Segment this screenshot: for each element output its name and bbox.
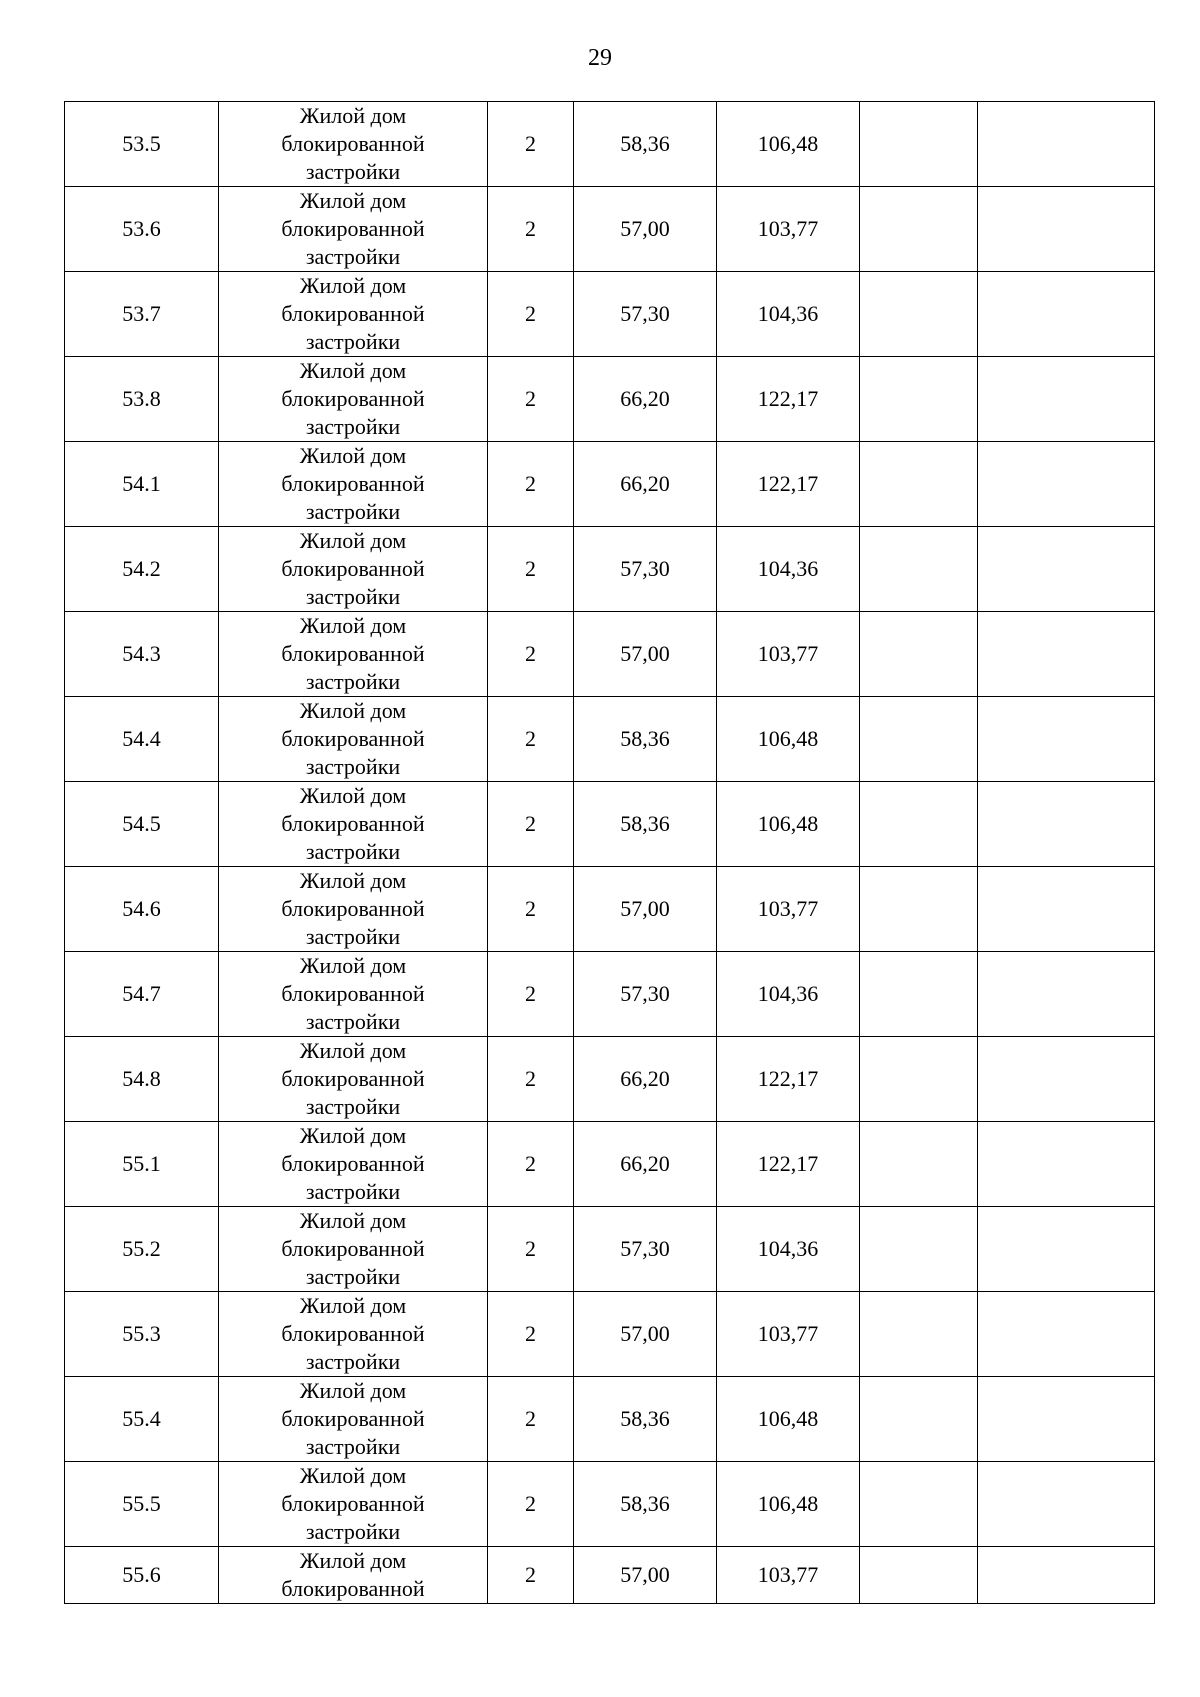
cell-floors: 2 [488,272,574,357]
cell-area-1: 58,36 [574,782,717,867]
cell-area-2: 122,17 [717,442,860,527]
table-row [65,1122,1155,1207]
cell-empty-6 [860,1377,978,1462]
cell-empty-6 [860,1122,978,1207]
cell-floors: 2 [488,187,574,272]
cell-floors: 2 [488,527,574,612]
cell-building-name [219,1377,488,1462]
cell-area-2: 103,77 [717,1547,860,1604]
building-name-text: Жилой дом блокированной застройки [281,358,425,439]
cell-floors: 2 [488,1547,574,1604]
building-name-text: Жилой дом блокированной застройки [281,1378,425,1459]
cell-number: 55.1 [65,1122,219,1207]
cell-number: 55.4 [65,1377,219,1462]
cell-floors: 2 [488,357,574,442]
cell-empty-7 [978,1037,1155,1122]
cell-area-2: 103,77 [717,867,860,952]
building-name-text: Жилой дом блокированной застройки [281,1293,425,1374]
table-row [65,102,1155,187]
cell-empty-6 [860,1462,978,1547]
cell-building-name [219,102,488,187]
cell-building-name [219,612,488,697]
building-name-text: Жилой дом блокированной застройки [281,103,425,184]
cell-number: 55.6 [65,1547,219,1604]
building-name-text: Жилой дом блокированной застройки [281,783,425,864]
cell-empty-7 [978,527,1155,612]
cell-area-2: 104,36 [717,952,860,1037]
cell-empty-7 [978,1377,1155,1462]
cell-building-name [219,187,488,272]
table-row [65,187,1155,272]
cell-area-2: 104,36 [717,1207,860,1292]
cell-empty-7 [978,357,1155,442]
cell-empty-6 [860,1207,978,1292]
cell-floors: 2 [488,867,574,952]
cell-floors: 2 [488,1037,574,1122]
cell-empty-7 [978,952,1155,1037]
building-name-text: Жилой дом блокированной застройки [281,188,425,269]
cell-floors: 2 [488,952,574,1037]
cell-empty-7 [978,187,1155,272]
cell-building-name [219,442,488,527]
building-name-text: Жилой дом блокированной застройки [281,698,425,779]
cell-number: 55.3 [65,1292,219,1377]
cell-area-1: 66,20 [574,1037,717,1122]
cell-floors: 2 [488,102,574,187]
cell-area-2: 106,48 [717,1462,860,1547]
building-name-text: Жилой дом блокированной застройки [281,528,425,609]
cell-building-name [219,1122,488,1207]
building-name-text: Жилой дом блокированной застройки [281,613,425,694]
cell-area-2: 122,17 [717,1122,860,1207]
cell-building-name [219,272,488,357]
cell-area-2: 104,36 [717,527,860,612]
cell-area-1: 57,30 [574,272,717,357]
cell-area-1: 58,36 [574,697,717,782]
building-name-text: Жилой дом блокированной застройки [281,1463,425,1544]
cell-area-2: 106,48 [717,697,860,782]
cell-empty-7 [978,1122,1155,1207]
cell-empty-7 [978,272,1155,357]
table-row [65,442,1155,527]
cell-area-2: 104,36 [717,272,860,357]
cell-empty-6 [860,527,978,612]
table-row [65,867,1155,952]
table-row [65,697,1155,782]
cell-building-name [219,1292,488,1377]
cell-area-2: 106,48 [717,782,860,867]
cell-empty-7 [978,1547,1155,1604]
cell-floors: 2 [488,697,574,782]
cell-number: 54.2 [65,527,219,612]
table-row [65,952,1155,1037]
cell-area-1: 66,20 [574,1122,717,1207]
building-name-text: Жилой дом блокированной застройки [281,953,425,1034]
cell-empty-7 [978,612,1155,697]
cell-building-name [219,1462,488,1547]
table-row [65,1037,1155,1122]
table-row [65,782,1155,867]
cell-floors: 2 [488,782,574,867]
cell-area-1: 58,36 [574,1377,717,1462]
cell-building-name [219,867,488,952]
cell-floors: 2 [488,1462,574,1547]
cell-empty-6 [860,272,978,357]
page-number: 29 [588,45,612,71]
cell-area-2: 103,77 [717,187,860,272]
cell-empty-6 [860,1547,978,1604]
cell-number: 55.2 [65,1207,219,1292]
cell-number: 54.4 [65,697,219,782]
cell-empty-7 [978,697,1155,782]
cell-empty-7 [978,1462,1155,1547]
cell-empty-6 [860,867,978,952]
cell-area-2: 103,77 [717,612,860,697]
cell-empty-6 [860,697,978,782]
table-row [65,1547,1155,1604]
cell-area-1: 66,20 [574,442,717,527]
cell-area-1: 57,00 [574,187,717,272]
cell-building-name [219,527,488,612]
cell-number: 54.7 [65,952,219,1037]
buildings-table [64,101,1155,1604]
cell-area-2: 103,77 [717,1292,860,1377]
cell-floors: 2 [488,1122,574,1207]
table-row [65,527,1155,612]
cell-building-name [219,1547,488,1604]
cell-area-1: 57,30 [574,527,717,612]
table-row [65,1207,1155,1292]
table-row [65,1377,1155,1462]
building-name-text: Жилой дом блокированной застройки [281,1208,425,1289]
cell-empty-7 [978,1292,1155,1377]
cell-area-1: 58,36 [574,102,717,187]
cell-floors: 2 [488,442,574,527]
building-name-text: Жилой дом блокированной [281,1548,425,1601]
building-name-text: Жилой дом блокированной застройки [281,273,425,354]
cell-building-name [219,782,488,867]
cell-area-1: 57,30 [574,952,717,1037]
cell-number: 54.6 [65,867,219,952]
cell-number: 53.6 [65,187,219,272]
table-row [65,272,1155,357]
cell-empty-6 [860,357,978,442]
cell-area-1: 57,30 [574,1207,717,1292]
cell-number: 54.5 [65,782,219,867]
cell-empty-6 [860,102,978,187]
table-row [65,1292,1155,1377]
cell-area-1: 57,00 [574,867,717,952]
building-name-text: Жилой дом блокированной застройки [281,1038,425,1119]
cell-number: 53.7 [65,272,219,357]
cell-empty-6 [860,1292,978,1377]
cell-area-1: 57,00 [574,1292,717,1377]
cell-floors: 2 [488,612,574,697]
cell-empty-6 [860,952,978,1037]
cell-empty-7 [978,867,1155,952]
cell-building-name [219,697,488,782]
cell-area-1: 58,36 [574,1462,717,1547]
cell-area-2: 106,48 [717,1377,860,1462]
cell-floors: 2 [488,1292,574,1377]
cell-building-name [219,357,488,442]
cell-building-name [219,952,488,1037]
cell-number: 53.8 [65,357,219,442]
cell-empty-6 [860,187,978,272]
cell-number: 54.1 [65,442,219,527]
building-name-text: Жилой дом блокированной застройки [281,868,425,949]
cell-building-name [219,1207,488,1292]
table-row [65,612,1155,697]
cell-floors: 2 [488,1207,574,1292]
cell-area-1: 57,00 [574,612,717,697]
cell-number: 53.5 [65,102,219,187]
cell-empty-6 [860,782,978,867]
cell-empty-7 [978,102,1155,187]
cell-empty-6 [860,612,978,697]
cell-area-2: 122,17 [717,357,860,442]
cell-area-1: 66,20 [574,357,717,442]
cell-empty-6 [860,442,978,527]
building-name-text: Жилой дом блокированной застройки [281,443,425,524]
cell-area-2: 106,48 [717,102,860,187]
building-name-text: Жилой дом блокированной застройки [281,1123,425,1204]
cell-number: 54.3 [65,612,219,697]
table-body [65,102,1155,1604]
cell-empty-7 [978,442,1155,527]
cell-area-2: 122,17 [717,1037,860,1122]
cell-empty-7 [978,782,1155,867]
cell-empty-7 [978,1207,1155,1292]
cell-building-name [219,1037,488,1122]
cell-floors: 2 [488,1377,574,1462]
cell-number: 55.5 [65,1462,219,1547]
table-row [65,1462,1155,1547]
table-row [65,357,1155,442]
cell-number: 54.8 [65,1037,219,1122]
cell-area-1: 57,00 [574,1547,717,1604]
cell-empty-6 [860,1037,978,1122]
